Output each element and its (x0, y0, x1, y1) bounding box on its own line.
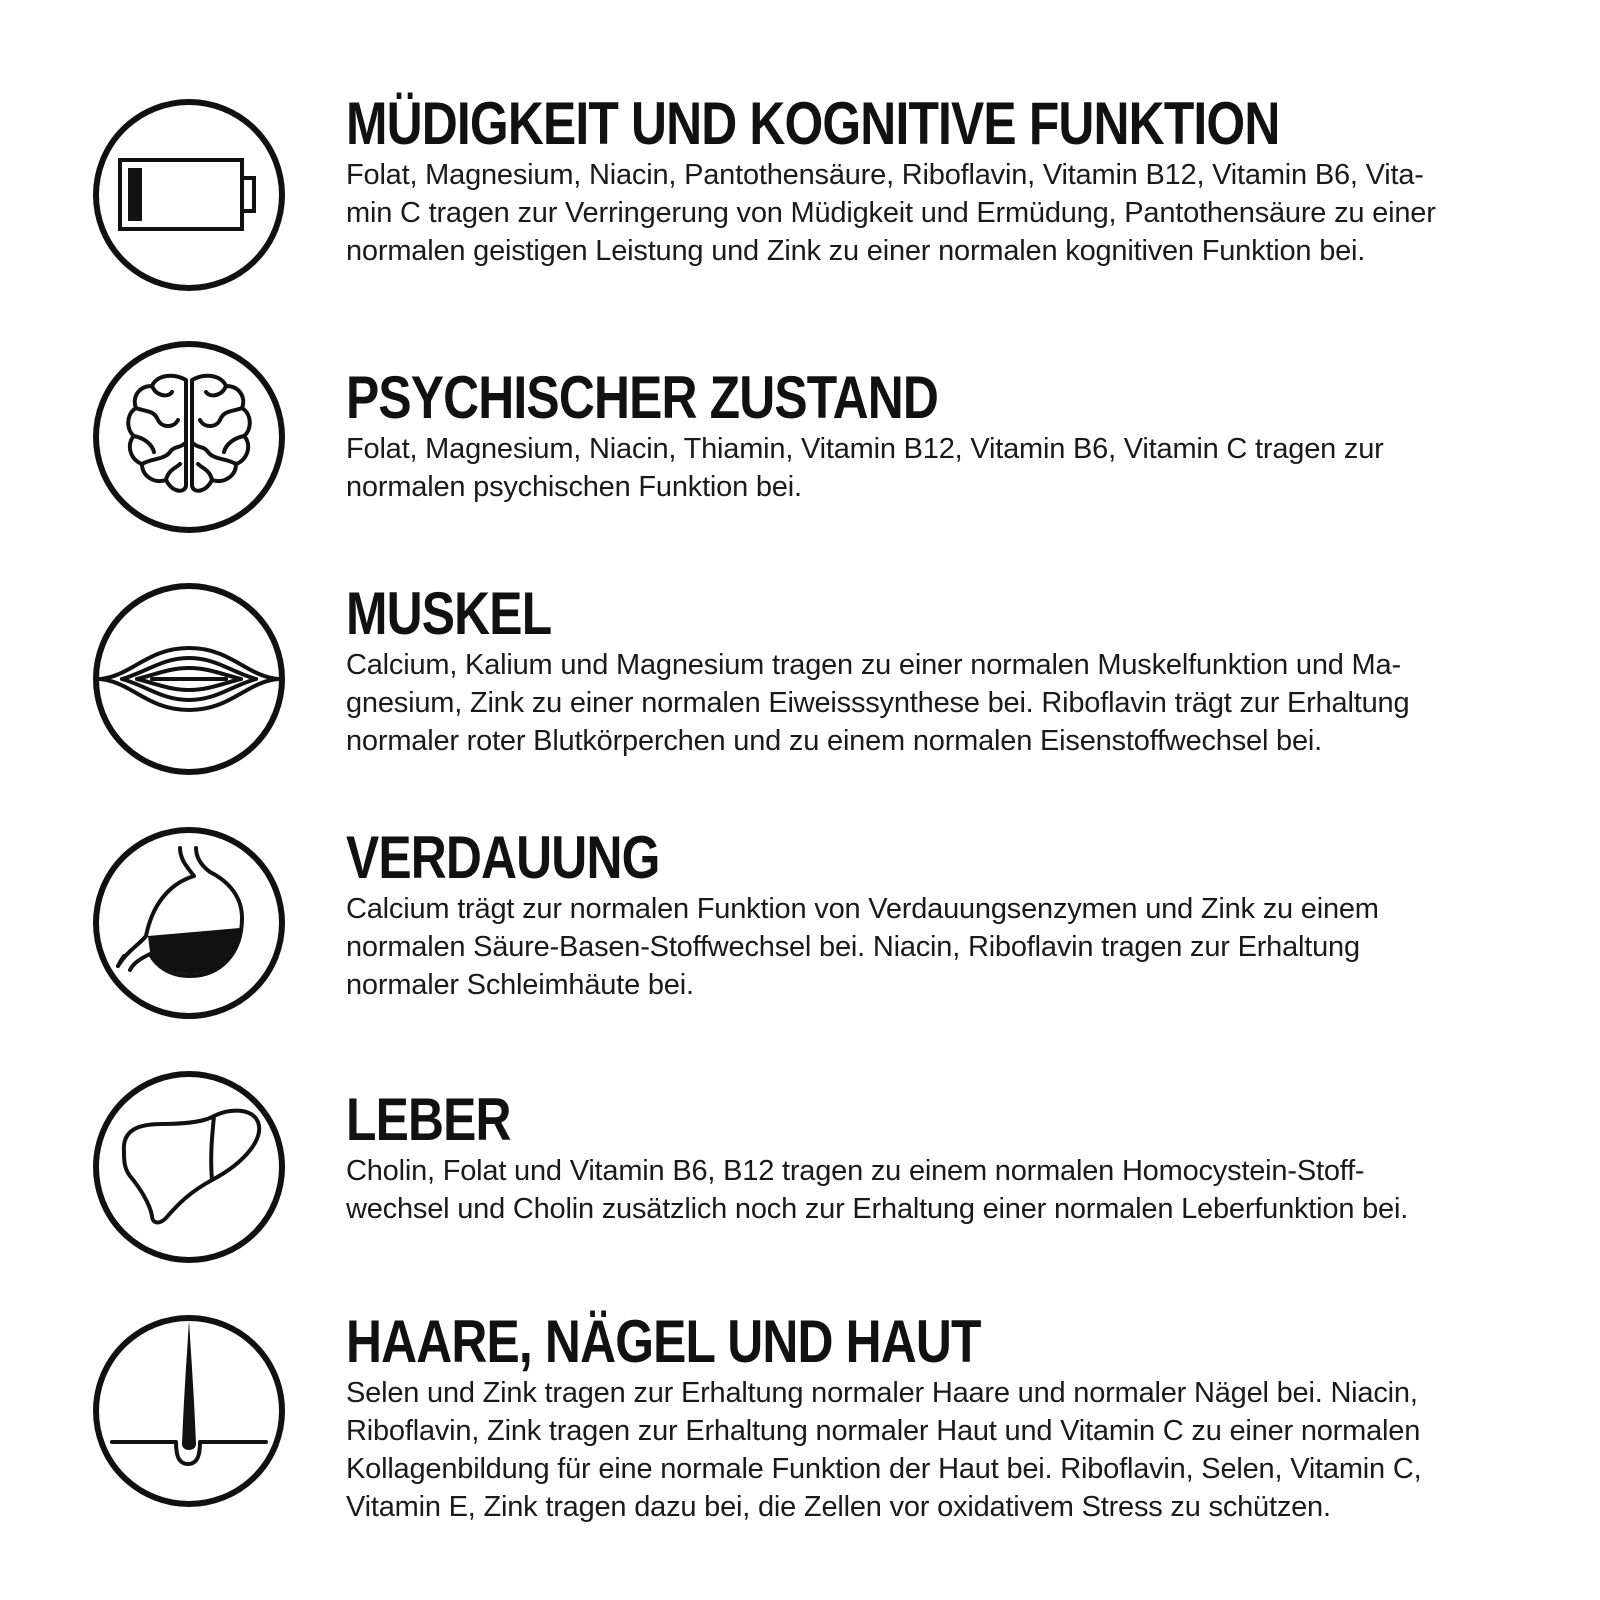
text-line: normalen geistigen Leistung und Zink zu einer normalen kognitiven Funktion bei. (346, 235, 1366, 267)
text-line: Cholin, Folat und Vitamin B6, B12 tragen zu einem normalen Homocystein-Stoff- (346, 1155, 1365, 1187)
text-line: Calcium, Kalium und Magnesium tragen zu einer normalen Muskelfunktion und Ma- (346, 649, 1401, 681)
text-line: Folat, Magnesium, Niacin, Thiamin, Vitamin B12, Vitamin B6, Vitamin C tragen zur (346, 433, 1384, 465)
text-line: wechsel und Cholin zusätzlich noch zur Erhaltung einer normalen Leberfunktion bei. (346, 1193, 1409, 1225)
text-line: Vitamin E, Zink tragen dazu bei, die Zellen vor oxidativem Stress zu schützen. (346, 1491, 1331, 1523)
text-line: min C tragen zur Verringerung von Müdigkeit und Ermüdung, Pantothensäure zu einer (346, 197, 1436, 229)
section-text (346, 646, 1521, 760)
section-title: HAARE, NÄGEL UND HAUT (346, 1308, 981, 1375)
section-title: MUSKEL (346, 580, 552, 647)
text-line: Kollagenbildung für eine normale Funktion der Haut bei. Riboflavin, Selen, Vitamin C, (346, 1453, 1422, 1485)
section-title: LEBER (346, 1086, 511, 1153)
text-line: normaler Schleimhäute bei. (346, 969, 694, 1001)
text-line: Selen und Zink tragen zur Erhaltung normaler Haare und normaler Nägel bei. Niacin, (346, 1377, 1418, 1409)
text-line: normalen psychischen Funktion bei. (346, 471, 802, 503)
battery-low-icon (92, 98, 286, 292)
section-text (346, 430, 1521, 506)
text-line: Riboflavin, Zink tragen zur Erhaltung normaler Haut und Vitamin C zu einer normalen (346, 1415, 1421, 1447)
liver-icon (92, 1070, 286, 1264)
brain-icon (92, 340, 286, 534)
text-line: gnesium, Zink zu einer normalen Eiweisssynthese bei. Riboflavin trägt zur Erhaltung (346, 687, 1410, 719)
section-title: PSYCHISCHER ZUSTAND (346, 364, 939, 431)
text-line: Folat, Magnesium, Niacin, Pantothensäure, Riboflavin, Vitamin B12, Vitamin B6, Vita- (346, 159, 1424, 191)
section-text (346, 890, 1521, 1004)
hair-follicle-icon (92, 1314, 286, 1508)
text-line: normaler roter Blutkörperchen und zu einem normalen Eisenstoffwechsel bei. (346, 725, 1323, 757)
text-line: normalen Säure-Basen-Stoffwechsel bei. Niacin, Riboflavin tragen zur Erhaltung (346, 931, 1360, 963)
text-line: Calcium trägt zur normalen Funktion von Verdauungsenzymen und Zink zu einem (346, 893, 1379, 925)
section-title: MÜDIGKEIT UND KOGNITIVE FUNKTION (346, 90, 1280, 157)
muscle-icon (92, 582, 286, 776)
section-text (346, 156, 1521, 270)
section-title: VERDAUUNG (346, 824, 660, 891)
section-text (346, 1152, 1521, 1228)
stomach-icon (92, 826, 286, 1020)
section-text (346, 1374, 1521, 1526)
